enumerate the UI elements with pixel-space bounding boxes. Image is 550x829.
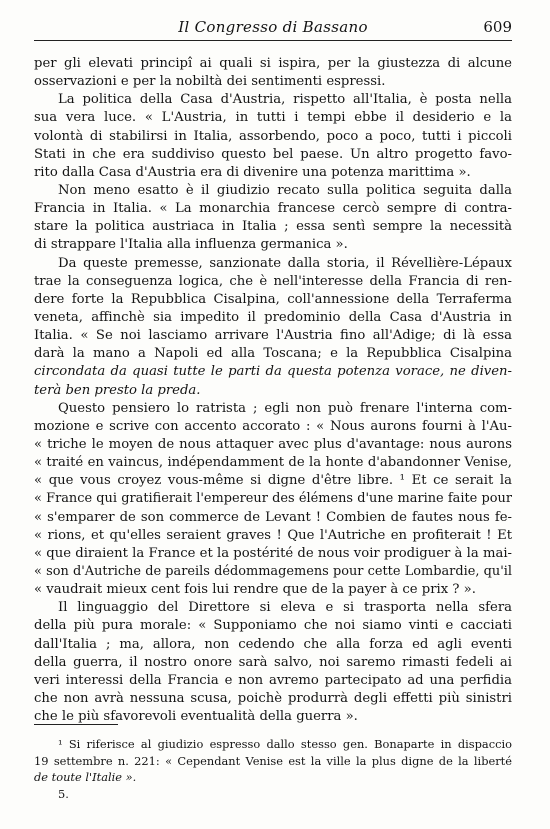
- text-line: Il linguaggio del Direttore si eleva e si trasporta nella sfera: [58, 600, 512, 616]
- footnote-line: de toute l'Italie ».: [34, 770, 137, 784]
- text-line: che non avrà nessuna scusa, poichè produrrà degli effetti più sinistri: [34, 690, 512, 706]
- text-line: Italia. « Se noi lasciamo arrivare l'Austria fino all'Adige; di là essa: [34, 328, 512, 344]
- text-line: Non meno esatto è il giudizio recato sulla politica seguita dalla: [58, 182, 512, 198]
- text-line: della più pura morale: « Supponiamo che noi siamo vinti e cacciati: [34, 618, 512, 634]
- text-line: « rions, et qu'elles seraient graves ! Que l'Autriche en profiterait ! Et: [34, 527, 512, 543]
- text-line: volontà di stabilirsi in Italia, assorbendo, poco a poco, tutti i piccoli: [34, 128, 512, 144]
- text-line: darà la mano a Napoli ed alla Toscana; e la Repubblica Cisalpina: [34, 346, 512, 362]
- text-line: veri interessi della Francia e non avremo partecipato ad una perfidia: [34, 672, 512, 688]
- text-line: rito dalla Casa d'Austria era di divenire una potenza marittima ».: [34, 164, 471, 180]
- text-line: sua vera luce. « L'Austria, in tutti i tempi ebbe il desiderio e la: [34, 110, 512, 126]
- text-line: osservazioni e per la nobiltà dei sentimenti espressi.: [34, 74, 386, 90]
- text-line: La politica della Casa d'Austria, rispetto all'Italia, è posta nella: [58, 92, 512, 108]
- footnote-line: 5.: [58, 786, 69, 801]
- footnotes: [34, 736, 512, 802]
- text-line: Questo pensiero lo ratrista ; egli non può frenare l'interna com-: [58, 400, 512, 416]
- text-line: Francia in Italia. « La monarchia francese cercò sempre di contra-: [34, 201, 512, 217]
- text-line: di strappare l'Italia alla influenza germanica ».: [34, 237, 348, 253]
- text-line: terà ben presto la preda.: [34, 382, 201, 398]
- text-line: Stati in che era suddiviso questo bel paese. Un altro progetto favo-: [34, 146, 512, 162]
- running-header: [34, 14, 512, 41]
- text-line: circondata da quasi tutte le parti da questa potenza vorace, ne diven-: [34, 364, 512, 380]
- text-line: « vaudrait mieux cent fois lui rendre que de la payer à ce prix ? ».: [34, 582, 476, 598]
- text-line: della guerra, il nostro onore sarà salvo, noi saremo rimasti fedeli ai: [34, 654, 512, 670]
- text-line: « France qui gratifierait l'empereur des élémens d'une marine faite pour: [34, 491, 512, 507]
- text-line: dere forte la Repubblica Cisalpina, coll'annessione della Terraferma: [34, 291, 512, 307]
- text-line: per gli elevati principî ai quali si ispira, per la giustezza di alcune: [34, 56, 512, 71]
- body-text: [34, 55, 512, 726]
- footnote-line: 19 settembre n. 221: « Cependant Venise est la ville la plus digne de la liberté: [34, 753, 512, 768]
- text-line: « triche le moyen de nous attaquer avec plus d'avantage: nous aurons: [34, 436, 512, 452]
- text-line: « que diraient la France et la postérité de nous voir prodiguer à la mai-: [34, 545, 512, 561]
- footnote-line: ¹ Si riferisce al giudizio espresso dallo stesso gen. Bonaparte in dispaccio: [58, 737, 512, 751]
- text-line: trae la conseguenza logica, che è nell'interesse della Francia di ren-: [34, 273, 512, 289]
- text-line: « s'emparer de son commerce de Levant ! Combien de fautes nous fe-: [34, 509, 512, 525]
- running-title: Il Congresso di Bassano: [178, 18, 368, 36]
- text-line: « que vous croyez vous-même si digne d'être libre. ¹ Et ce serait la: [34, 473, 512, 489]
- page-number: 609: [483, 18, 512, 36]
- text-line: che le più sfavorevoli eventualità della guerra ».: [34, 709, 358, 725]
- text-line: dall'Italia ; ma, allora, non cedendo che alla forza ed agli eventi: [34, 636, 512, 652]
- text-line: stare la politica austriaca in Italia ; essa sentì sempre la necessità: [34, 219, 512, 235]
- text-line: mozione e scrive con accento accorato : « Nous aurons fourni à l'Au-: [34, 418, 512, 434]
- text-line: « traité en vaincus, indépendamment de la honte d'abandonner Venise,: [34, 455, 512, 471]
- footnote-rule: [34, 724, 118, 725]
- text-line: Da queste premesse, sanzionate dalla storia, il Révellière-Lépaux: [58, 255, 512, 271]
- text-line: « son d'Autriche de pareils dédommagemens pour cette Lombardie, qu'il: [34, 563, 512, 579]
- text-line: veneta, affinchè sia impedito il predominio della Casa d'Austria in: [34, 309, 512, 325]
